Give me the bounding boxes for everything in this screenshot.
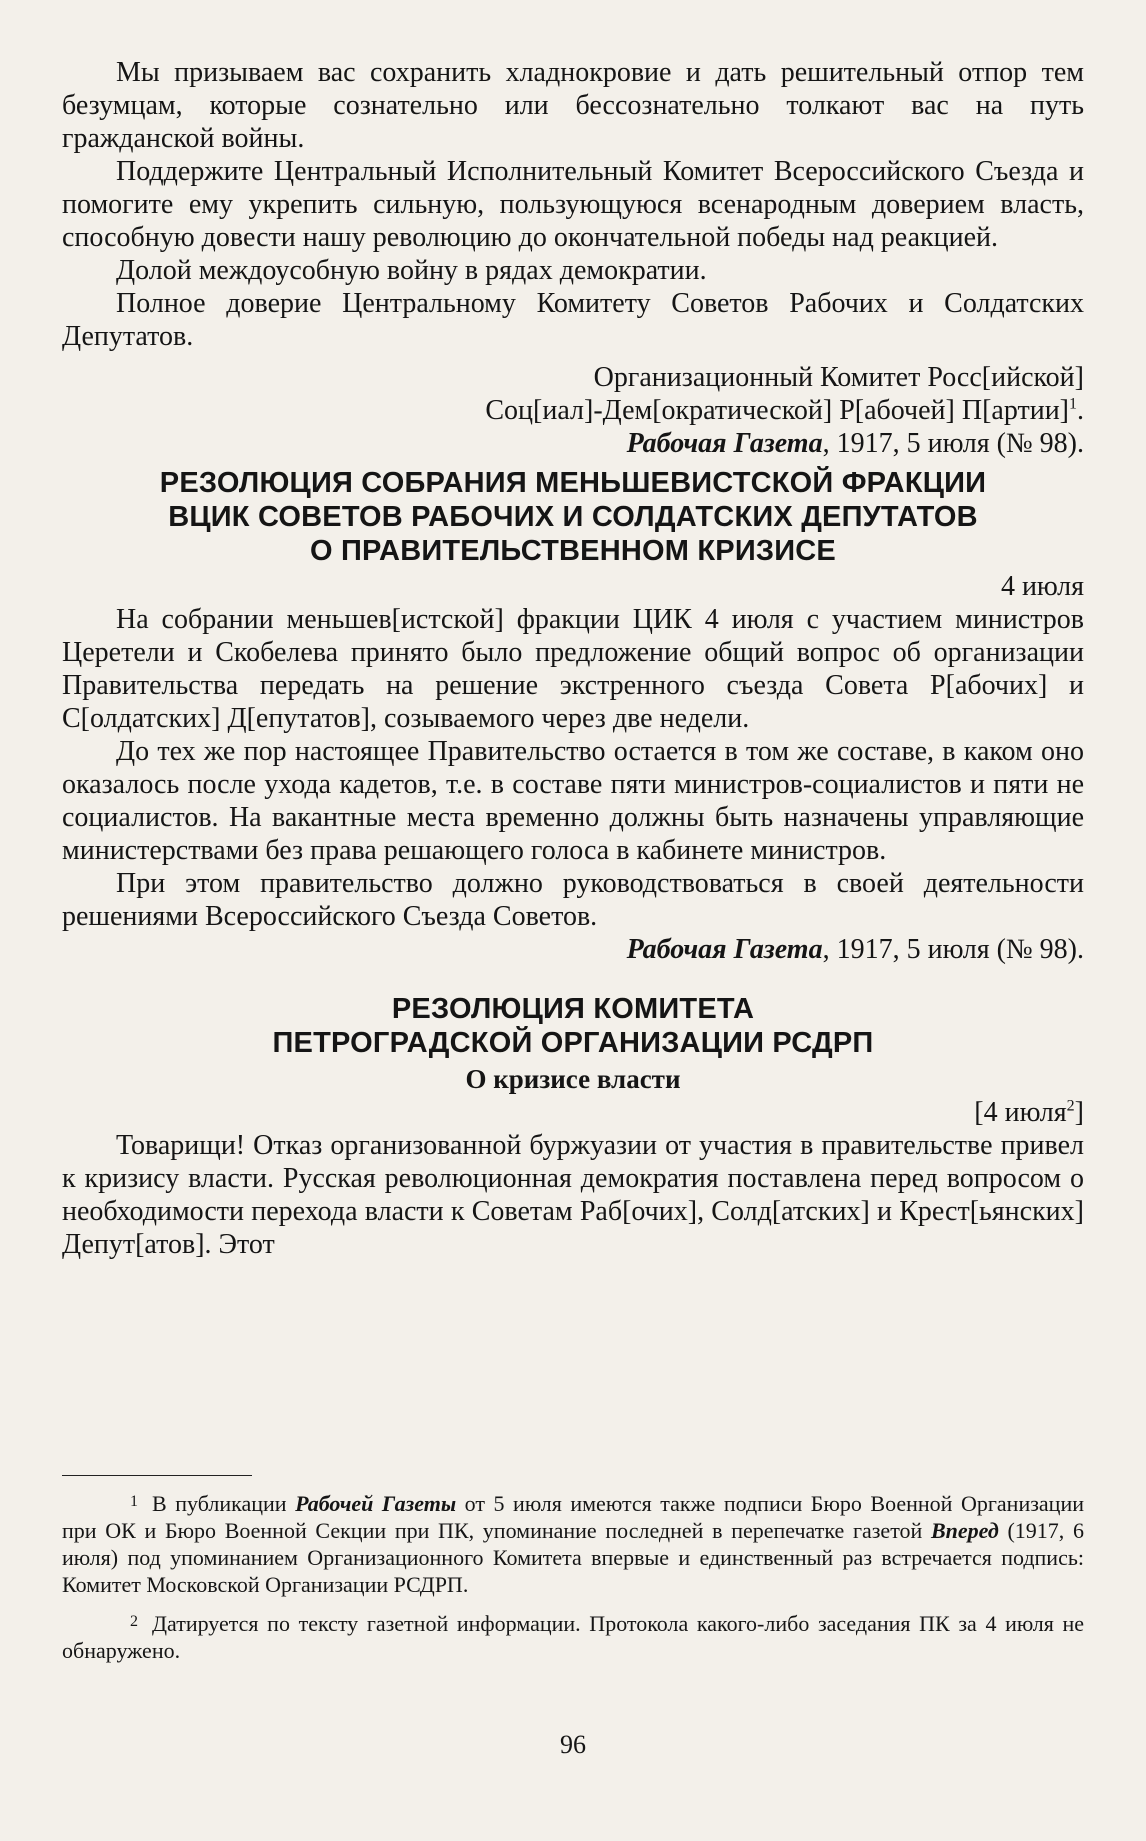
appeal-paragraph-3: Долой междоусобную войну в рядах демократии.: [116, 255, 707, 286]
resolution-1-title-line-3: О ПРАВИТЕЛЬСТВЕННОМ КРИЗИСЕ: [310, 535, 836, 567]
resolution-1-source-details: , 1917, 5 июля (№ 98).: [822, 934, 1084, 965]
resolution-1-source-name: Рабочая Газета: [626, 934, 823, 965]
footnote-1-italic-1: Рабочей Газеты: [295, 1491, 457, 1516]
resolution-1-source: [62, 933, 1084, 966]
resolution-1-date: 4 июля: [1000, 571, 1084, 602]
resolution-1-title-line-1: РЕЗОЛЮЦИЯ СОБРАНИЯ МЕНЬШЕВИСТСКОЙ ФРАКЦИИ: [159, 467, 987, 499]
resolution-1-title-line-2: ВЦИК СОВЕТОВ РАБОЧИХ И СОЛДАТСКИХ ДЕПУТАТОВ: [168, 501, 978, 533]
footnote-2: [62, 1608, 1084, 1664]
resolution-1-paragraph-3: При этом правительство должно руководствоваться в своей деятельности решениями Всероссийского Съезда Советов.: [62, 868, 1084, 932]
footnote-2-number: 2: [130, 1613, 138, 1630]
footnote-1-number: 1: [130, 1493, 138, 1510]
footnote-1: [62, 1488, 1084, 1598]
appeal-paragraph-2: Поддержите Центральный Исполнительный Комитет Всероссийского Съезда и помогите ему укрепить сильную, пользующуюся всенародным доверием власть, способную довести нашу революцию до окончательной победы над реакцией.: [62, 156, 1084, 253]
resolution-2-heading: [62, 992, 1084, 1060]
resolution-2-title-line-1: РЕЗОЛЮЦИЯ КОМИТЕТА: [391, 993, 755, 1025]
signature-line-2: [62, 394, 1084, 427]
resolution-2-title-line-2: ПЕТРОГРАДСКОЙ ОРГАНИЗАЦИИ РСДРП: [272, 1027, 874, 1059]
resolution-1-paragraph-2: До тех же пор настоящее Правительство остается в том же составе, в каком оно оказалось после ухода кадетов, т.е. в составе пяти министров-социалистов и пяти не социалистов. На вакантные места временно должны быть назначены управляющие министерствами без права решающего голоса в кабинете министров.: [62, 736, 1084, 866]
signature-line-1: Организационный Комитет Росс[ийской]: [593, 362, 1084, 393]
resolution-2-subtitle: О кризисе власти: [465, 1064, 681, 1094]
resolution-2-date-text: [4 июля: [974, 1097, 1067, 1128]
footnote-ref-1[interactable]: 1: [1069, 395, 1077, 413]
resolution-1-heading: [62, 466, 1084, 568]
footnote-divider: [62, 1475, 252, 1476]
appeal-source-name: Рабочая Газета: [626, 428, 823, 459]
footnote-1-text-middle: от 5 июля имеются также подписи Бюро Военной Организации при ОК и Бюро Военной Секции при ПК, упоминание последней в перепечатке газетой: [62, 1491, 1084, 1543]
resolution-2-paragraph-1: Товарищи! Отказ организованной буржуазии от участия в правительстве привел к кризису власти. Русская революционная демократия поставлена перед вопросом о необходимости перехода власти к Советам Раб[очих], Солд[атских] и Крест[ьянских] Депут[атов]. Этот: [62, 1130, 1084, 1260]
appeal-source: [62, 427, 1084, 460]
main-text: [62, 56, 1084, 1261]
signature-end: .: [1077, 395, 1084, 426]
footnote-1-text-after: (1917, 6 июля) под упоминанием Организационного Комитета впервые и единственный раз встречается подпись: Комитет Московской Организации РСДРП.: [62, 1518, 1084, 1597]
resolution-1-paragraph-1: На собрании меньшев[истской] фракции ЦИК 4 июля с участием министров Церетели и Скобелева принято было предложение общий вопрос об организации Правительства передать на решение экстренного съезда Совета Р[абочих] и С[олдатских] Д[епутатов], созываемого через две недели.: [62, 604, 1084, 734]
appeal-paragraph-4: Полное доверие Центральному Комитету Советов Рабочих и Солдатских Депутатов.: [62, 288, 1084, 352]
footnote-1-text-before: В публикации: [152, 1491, 296, 1516]
signature-text: Соц[иал]-Дем[ократической] Р[абочей] П[артии]: [485, 395, 1069, 426]
resolution-2-date-end: ]: [1074, 1097, 1084, 1128]
footnotes: [62, 1488, 1084, 1674]
resolution-2-date: [62, 1096, 1084, 1129]
footnote-1-italic-2: Вперед: [930, 1518, 999, 1543]
page-number: 96: [560, 1730, 586, 1759]
appeal-paragraph-1: Мы призываем вас сохранить хладнокровие и дать решительный отпор тем безумцам, которые сознательно или бессознательно толкают вас на путь гражданской войны.: [62, 57, 1084, 154]
appeal-source-details: , 1917, 5 июля (№ 98).: [822, 428, 1084, 459]
footnote-ref-2[interactable]: 2: [1066, 1097, 1075, 1115]
footnote-2-text: Датируется по тексту газетной информации. Протокола какого-либо заседания ПК за 4 июля не обнаружено.: [62, 1611, 1084, 1663]
